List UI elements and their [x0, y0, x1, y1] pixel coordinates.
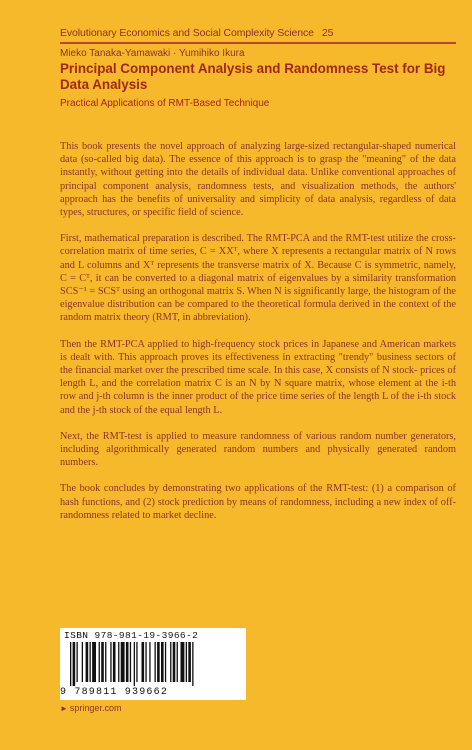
barcode-bar [99, 642, 100, 682]
barcode-bar [90, 642, 91, 682]
barcode-bar [130, 642, 131, 682]
barcode-bar [155, 642, 156, 682]
barcode-bar [188, 642, 191, 682]
barcode-bar [157, 642, 160, 682]
paragraph-rmt-pca: Then the RMT-PCA applied to high-frequency stock prices in Japanese and American markets is dealt with. This approach proves its effectiveness in extracting "trendy" business sectors of the financial market over the prescribed time scale. In this case, X consists of N stock- prices of length L, and the correlation matrix C is an N by N square matrix, whose element at the i-th row and j-th column is the inner product of the price time series of the length L of the i-th stock and the j-th stock of the equal length L. [60, 338, 456, 416]
barcode-bar [170, 642, 171, 682]
back-cover-blurb [60, 140, 456, 535]
barcode-bar [177, 642, 178, 682]
barcode-bar [134, 642, 135, 686]
barcode-bar [92, 642, 96, 682]
isbn-barcode [60, 628, 246, 700]
barcode-bar [161, 642, 164, 682]
isbn-text: ISBN 978-981-19-3966-2 [64, 630, 199, 641]
barcode-bar [105, 642, 106, 682]
series-name: Evolutionary Economics and Social Complexity Science [60, 27, 314, 39]
barcode-bar [181, 642, 185, 682]
authors: Mieko Tanaka-Yamawaki · Yumihiko Ikura [60, 48, 245, 59]
barcode-bar [110, 642, 111, 682]
barcode-bar [149, 642, 150, 682]
barcode-bar [118, 642, 119, 682]
barcode-bar [70, 642, 71, 686]
barcode-bar [142, 642, 145, 682]
paragraph-conclusion: The book concludes by demonstrating two applications of the RMT-test: (1) a comparison of hash functions, and (2) stock prediction by means of randomness, including a new index of off-randomness related to market decline. [60, 483, 456, 521]
barcode-bar [192, 642, 193, 686]
paragraph-math: First, mathematical preparation is described. The RMT-PCA and the RMT-test utilize the cross-correlation matrix of time series, C = XXᵀ, where X represents a rectangular matrix of N rows and L columns and Xᵀ represents the transverse matrix of X. Because C is symmetric, namely, C = Cᵀ, it can be converted to a diagonal matrix of eigenvalues by a similarity transformation SCS⁻¹ = SCSᵀ using an orthogonal matrix S. When N is significantly large, the histogram of the eigenvalue distribution can be compared to the theoretical formula derived in the context of the random matrix theory (RMT, in abbreviation). [60, 233, 456, 324]
paragraph-intro: This book presents the novel approach of analyzing large-sized rectangular-shaped numerical data (so-called big data). The essence of this approach is to grasp the "meaning" of the data instantly, without getting into the details of individual data. Unlike conventional approaches of principal component analysis, randomness tests, and visualization methods, the authors' approach has the benefits of universality and simplicity of data analysis, regardless of data types, structures, or specific field of science. [60, 141, 456, 219]
barcode-bar [165, 642, 166, 682]
series-volume: 25 [321, 27, 334, 39]
barcode-bar [113, 642, 116, 682]
arrow-icon: ► [60, 704, 68, 713]
publisher-url: springer.com [69, 703, 122, 713]
publisher-link[interactable] [60, 703, 121, 713]
barcode-bar [145, 642, 146, 682]
paragraph-rmt-test: Next, the RMT-test is applied to measure randomness of various random number generators, including algorithmically generated random numbers and physically generated random numbers. [60, 430, 456, 469]
barcode-bar [136, 642, 137, 682]
barcode-bar [186, 642, 187, 682]
book-subtitle: Practical Applications of RMT-Based Technique [60, 98, 270, 109]
barcode-bar [73, 642, 76, 686]
barcode-bar [173, 642, 176, 682]
barcode-bar [77, 642, 78, 682]
barcode-bar [121, 642, 125, 682]
barcode-bars [70, 642, 236, 686]
barcode-bar [101, 642, 104, 682]
series-line [60, 27, 333, 39]
barcode-bar [82, 642, 83, 682]
book-title: Principal Component Analysis and Randomness Test for Big Data Analysis [60, 61, 446, 92]
header-rule [60, 42, 456, 44]
barcode-digits: 9 789811 939662 [60, 687, 169, 698]
barcode-bar [126, 642, 129, 682]
barcode-bar [86, 642, 89, 682]
